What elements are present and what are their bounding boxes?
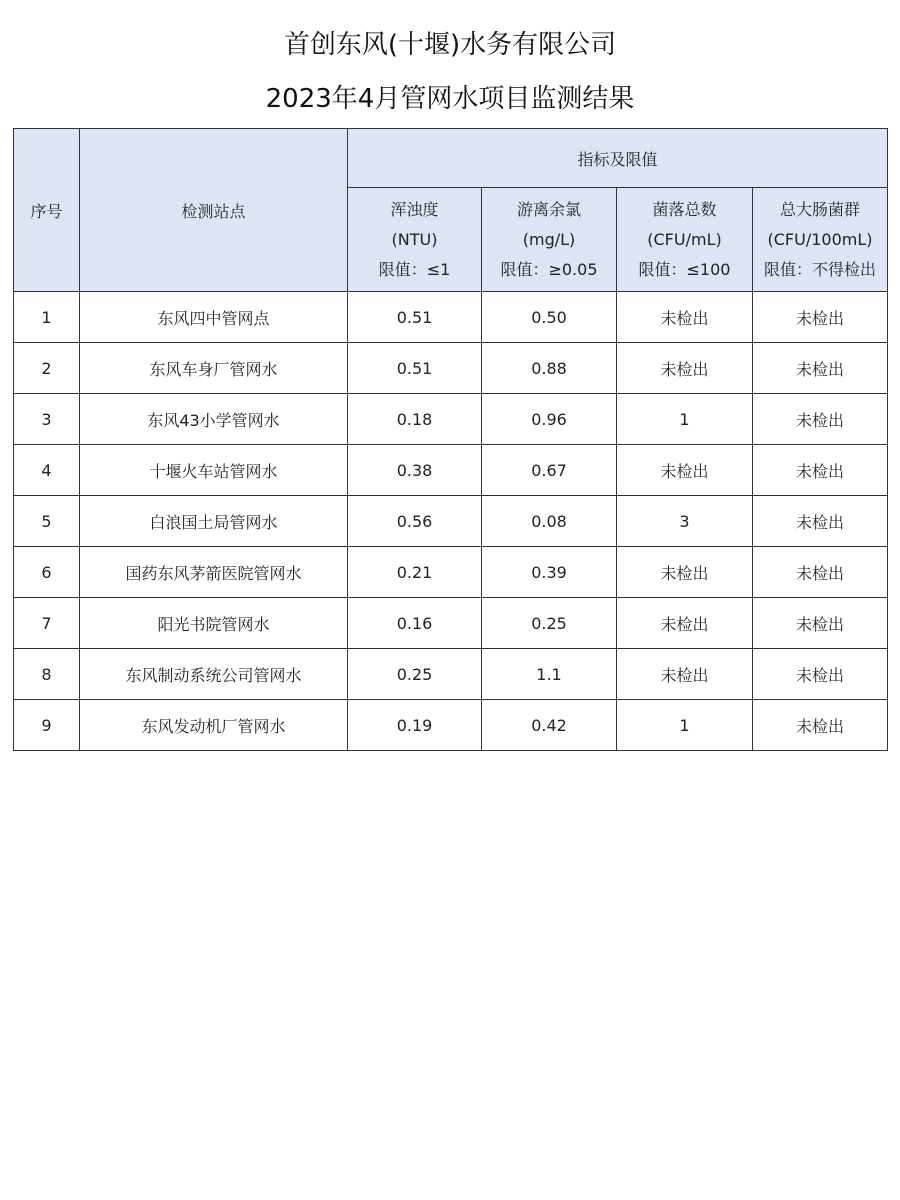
cell-coliform: 未检出 [753,547,888,598]
cell-turbidity: 0.56 [348,496,482,547]
header-colony-limit: 限值：≤100 [638,259,731,279]
header-chlorine-limit: 限值：≥0.05 [500,259,598,279]
cell-station: 白浪国土局管网水 [80,496,348,547]
table-row [14,445,888,496]
cell-index: 7 [14,598,80,649]
cell-station: 十堰火车站管网水 [80,445,348,496]
cell-coliform: 未检出 [753,700,888,751]
cell-station: 东风车身厂管网水 [80,343,348,394]
table-row [14,496,888,547]
cell-turbidity: 0.51 [348,292,482,343]
cell-coliform: 未检出 [753,394,888,445]
header-turbidity-limit: 限值：≤1 [378,259,451,279]
table-row [14,700,888,751]
cell-chlorine: 0.25 [482,598,617,649]
header-station: 检测站点 [80,129,348,292]
cell-coliform: 未检出 [753,496,888,547]
cell-station: 阳光书院管网水 [80,598,348,649]
cell-station: 东风四中管网点 [80,292,348,343]
cell-coliform: 未检出 [753,649,888,700]
cell-colony: 未检出 [617,598,753,649]
table-row [14,292,888,343]
cell-colony: 未检出 [617,292,753,343]
header-colony-name: 菌落总数 [652,199,717,219]
cell-colony: 1 [617,394,753,445]
table-row [14,649,888,700]
cell-turbidity: 0.25 [348,649,482,700]
table-row [14,598,888,649]
cell-coliform: 未检出 [753,292,888,343]
cell-turbidity: 0.21 [348,547,482,598]
header-colony-unit: (CFU/mL) [647,229,722,249]
cell-colony: 1 [617,700,753,751]
table-row [14,394,888,445]
document-subtitle: 2023年4月管网水项目监测结果 [265,84,635,114]
cell-chlorine: 0.39 [482,547,617,598]
cell-turbidity: 0.51 [348,343,482,394]
cell-chlorine: 0.42 [482,700,617,751]
header-turbidity-unit: (NTU) [391,229,438,249]
cell-colony: 未检出 [617,343,753,394]
cell-index: 4 [14,445,80,496]
cell-chlorine: 0.50 [482,292,617,343]
header-turbidity-name: 浑浊度 [390,199,439,219]
cell-colony: 未检出 [617,649,753,700]
cell-turbidity: 0.19 [348,700,482,751]
cell-station: 东风43小学管网水 [80,394,348,445]
header-coliform-name: 总大肠菌群 [780,199,861,219]
header-chlorine-unit: (mg/L) [522,229,576,249]
table-row [14,547,888,598]
cell-index: 6 [14,547,80,598]
cell-index: 2 [14,343,80,394]
cell-index: 1 [14,292,80,343]
cell-turbidity: 0.38 [348,445,482,496]
cell-index: 9 [14,700,80,751]
cell-chlorine: 1.1 [482,649,617,700]
header-index: 序号 [14,129,80,292]
header-coliform-unit: (CFU/100mL) [767,229,873,249]
cell-colony: 未检出 [617,547,753,598]
cell-turbidity: 0.18 [348,394,482,445]
header-indicators-group: 指标及限值 [348,129,888,188]
cell-coliform: 未检出 [753,343,888,394]
header-colony [617,188,753,292]
header-coliform [753,188,888,292]
header-coliform-limit: 限值：不得检出 [764,259,877,279]
header-turbidity [348,188,482,292]
cell-chlorine: 0.08 [482,496,617,547]
cell-chlorine: 0.88 [482,343,617,394]
cell-index: 3 [14,394,80,445]
cell-coliform: 未检出 [753,598,888,649]
cell-colony: 未检出 [617,445,753,496]
cell-index: 8 [14,649,80,700]
cell-index: 5 [14,496,80,547]
header-chlorine-name: 游离余氯 [516,199,581,219]
cell-chlorine: 0.96 [482,394,617,445]
cell-station: 国药东风茅箭医院管网水 [80,547,348,598]
cell-turbidity: 0.16 [348,598,482,649]
table-row [14,343,888,394]
cell-station: 东风发动机厂管网水 [80,700,348,751]
monitoring-results-table [13,128,888,751]
cell-colony: 3 [617,496,753,547]
cell-station: 东风制动系统公司管网水 [80,649,348,700]
cell-coliform: 未检出 [753,445,888,496]
header-chlorine [482,188,617,292]
cell-chlorine: 0.67 [482,445,617,496]
document-title: 首创东风(十堰)水务有限公司 [283,30,617,60]
